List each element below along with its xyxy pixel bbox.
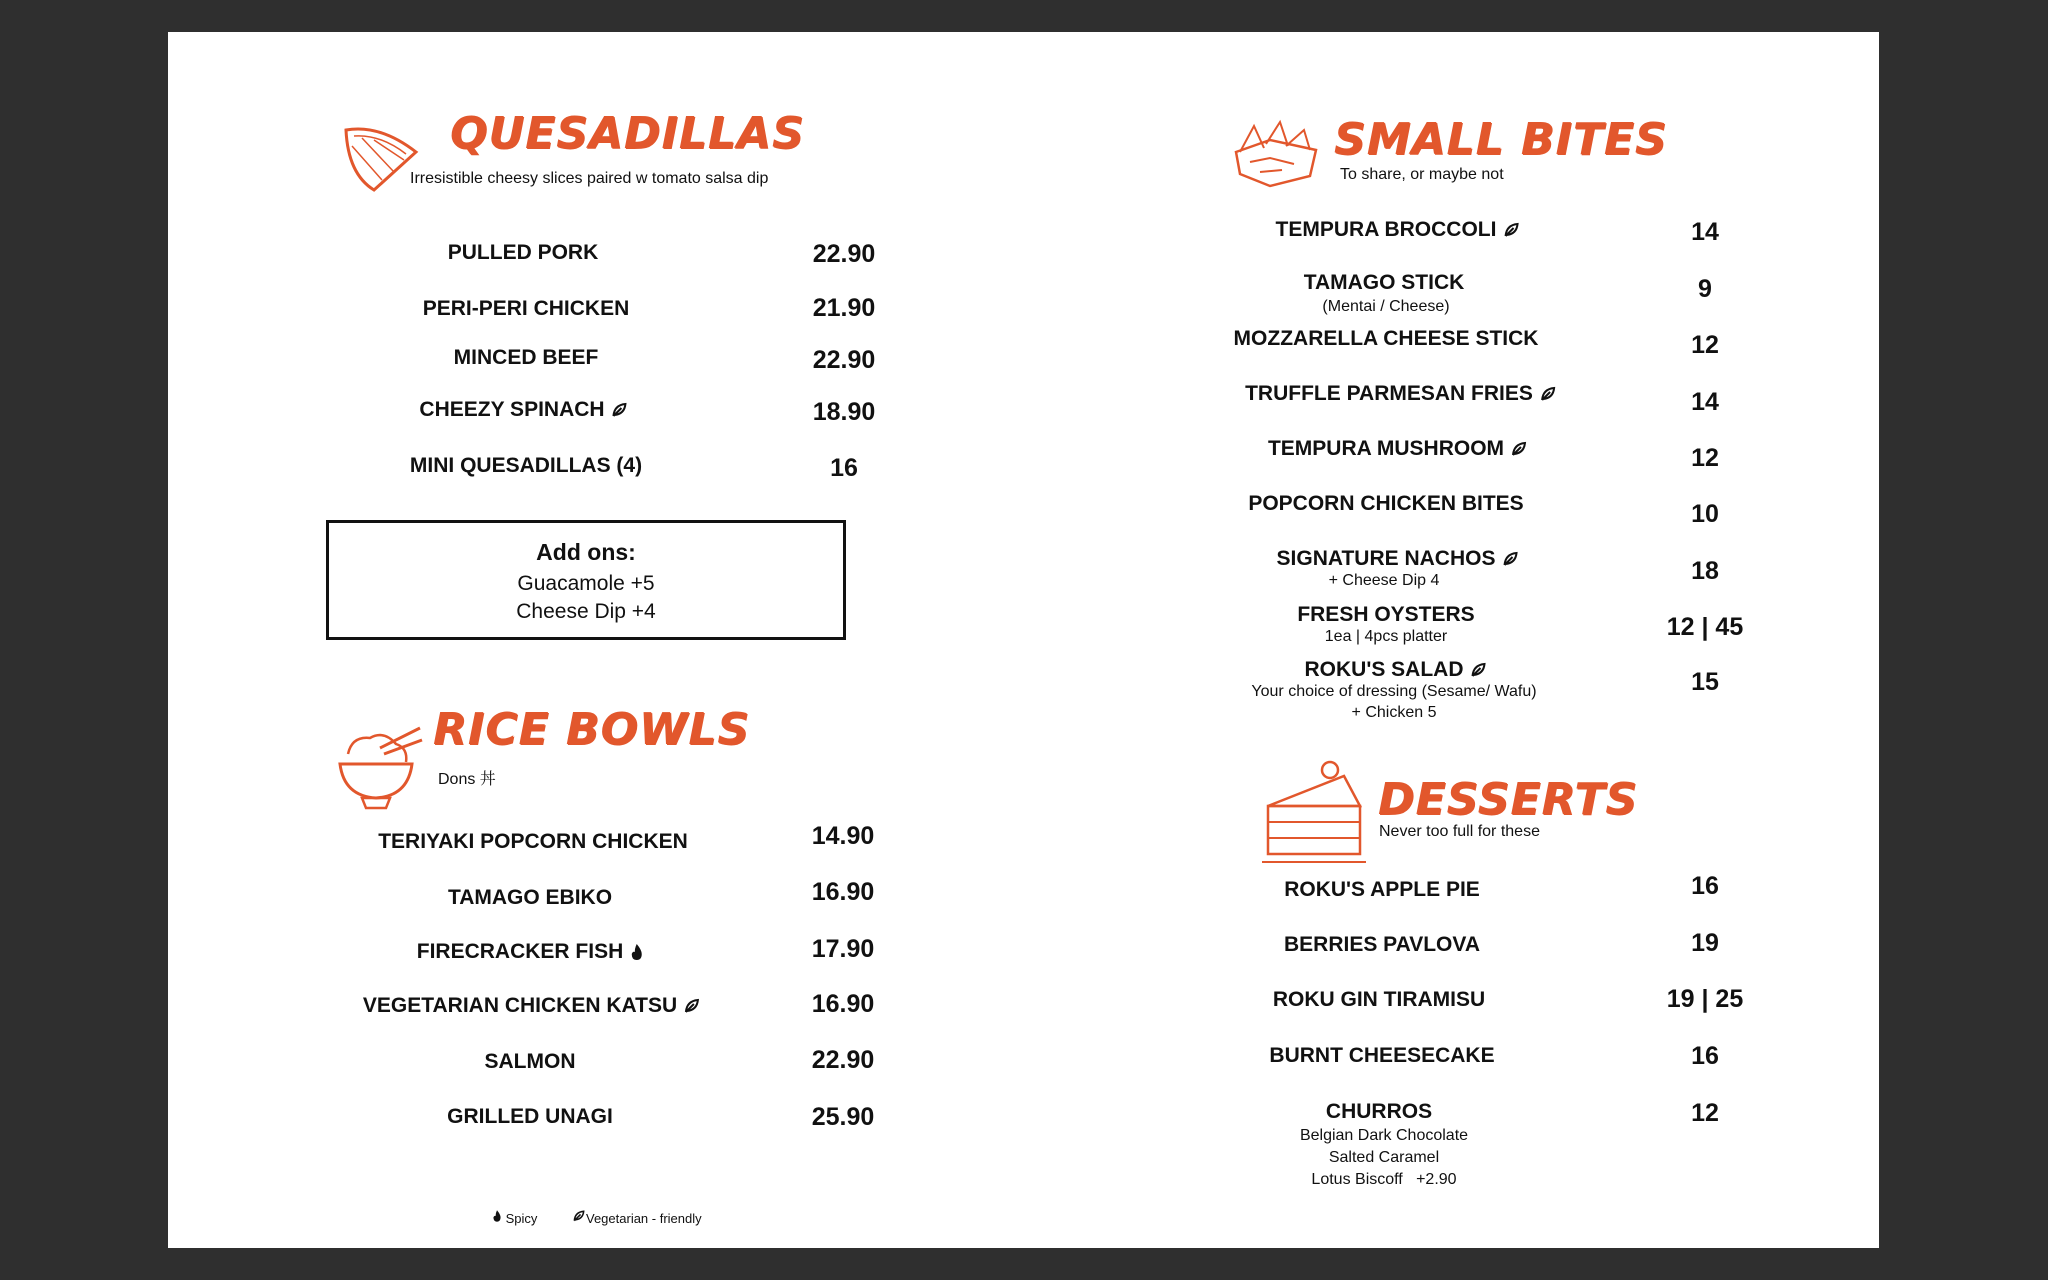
menu-item-name: BERRIES PAVLOVA	[1283, 933, 1481, 956]
menu-item-name: FRESH OYSTERS	[1297, 603, 1475, 626]
menu-item-row	[363, 994, 701, 1018]
legend-vegetarian-label: Vegetarian - friendly	[586, 1211, 702, 1226]
menu-item-name: GRILLED UNAGI	[447, 1105, 613, 1128]
menu-item-row	[1305, 658, 1488, 682]
vegetarian-leaf-icon	[683, 997, 701, 1015]
menu-item-price: 12 | 45	[1666, 613, 1744, 641]
nachos-icon	[1230, 118, 1322, 190]
menu-item-name: TERIYAKI POPCORN CHICKEN	[378, 830, 688, 853]
rice-bowl-icon	[334, 692, 424, 822]
menu-item-price: 16.90	[811, 878, 875, 906]
menu-item-row	[1268, 437, 1528, 461]
menu-item-name: CHEEZY SPINACH	[419, 398, 605, 421]
addons-heading: Add ons:	[536, 539, 636, 565]
menu-item-name: ROKU'S SALAD	[1304, 658, 1464, 681]
legend-spicy	[492, 1209, 537, 1226]
rice-bowls-title: RICE BOWLS	[433, 704, 751, 755]
vegetarian-leaf-icon	[611, 401, 629, 419]
small-bites-subtitle: To share, or maybe not	[1340, 166, 1504, 183]
menu-item-row	[417, 940, 644, 964]
menu-item-note: Your choice of dressing (Sesame/ Wafu)	[1251, 683, 1537, 700]
menu-item-name: TEMPURA MUSHROOM	[1267, 437, 1505, 460]
menu-item-note: Salted Caramel	[1328, 1149, 1440, 1166]
menu-item-name: ROKU GIN TIRAMISU	[1272, 988, 1486, 1011]
menu-item-price: 19	[1691, 929, 1719, 957]
menu-item-row	[1245, 382, 1557, 406]
menu-item-name: CHURROS	[1325, 1100, 1433, 1123]
menu-item-price: 14.90	[811, 822, 875, 850]
menu-item-name: MOZZARELLA CHEESE STICK	[1233, 327, 1539, 350]
menu-item-price: 10	[1691, 500, 1719, 528]
quesadillas-subtitle: Irresistible cheesy slices paired w tomato salsa dip	[410, 170, 769, 187]
menu-item-price: 12	[1691, 1099, 1719, 1127]
menu-item-name: PERI-PERI CHICKEN	[422, 297, 630, 320]
menu-item-price: 12	[1691, 331, 1719, 359]
rice-bowls-subtitle: Dons 丼	[438, 771, 496, 788]
menu-item-name: TRUFFLE PARMESAN FRIES	[1245, 382, 1533, 405]
menu-item-price: 16.90	[811, 990, 875, 1018]
addon-line: Guacamole +5	[517, 572, 655, 595]
vegetarian-leaf-icon	[1539, 385, 1557, 403]
cake-icon	[1260, 754, 1368, 872]
menu-item-name: TAMAGO STICK	[1303, 271, 1465, 294]
menu-item-name: SALMON	[484, 1050, 576, 1073]
menu-item-row	[1277, 547, 1520, 571]
menu-item-name: SIGNATURE NACHOS	[1276, 547, 1496, 570]
vegetarian-leaf-icon	[1502, 221, 1520, 239]
menu-item-note: Lotus Biscoff +2.90	[1311, 1171, 1457, 1188]
spicy-flame-icon	[629, 943, 643, 961]
menu-item-price: 22.90	[812, 240, 876, 268]
menu-item-price: 21.90	[812, 294, 876, 322]
menu-item-price: 12	[1691, 444, 1719, 472]
menu-item-price: 14	[1691, 218, 1719, 246]
menu-item-name: TAMAGO EBIKO	[447, 886, 613, 909]
menu-item-price: 15	[1691, 668, 1719, 696]
quesadillas-title: QUESADILLAS	[450, 108, 805, 159]
menu-item-price: 17.90	[811, 935, 875, 963]
menu-item-price: 19 | 25	[1666, 985, 1744, 1013]
menu-item-note: + Chicken 5	[1351, 704, 1437, 721]
menu-item-price: 18	[1691, 557, 1719, 585]
menu-item-note: 1ea | 4pcs platter	[1324, 628, 1448, 645]
menu-item-price: 18.90	[812, 398, 876, 426]
menu-item-name: FIRECRACKER FISH	[416, 940, 624, 963]
menu-page	[168, 32, 1879, 1248]
menu-item-name: MINI QUESADILLAS (4)	[409, 454, 643, 477]
menu-item-note: + Cheese Dip 4	[1328, 572, 1440, 589]
menu-item-row	[419, 398, 628, 422]
menu-item-name: MINCED BEEF	[453, 346, 599, 369]
legend-spicy-label: Spicy	[505, 1211, 538, 1226]
menu-item-price: 22.90	[811, 1046, 875, 1074]
vegetarian-leaf-icon	[1470, 661, 1488, 679]
menu-item-name: VEGETARIAN CHICKEN KATSU	[362, 994, 678, 1017]
spicy-flame-icon	[492, 1209, 502, 1223]
menu-item-price: 9	[1698, 275, 1712, 303]
menu-item-name: POPCORN CHICKEN BITES	[1248, 492, 1524, 515]
menu-item-price: 16	[1691, 872, 1719, 900]
menu-item-note: (Mentai / Cheese)	[1322, 298, 1450, 315]
addons-box	[326, 520, 846, 640]
menu-item-price: 16	[1691, 1042, 1719, 1070]
menu-item-price: 14	[1691, 388, 1719, 416]
desserts-subtitle: Never too full for these	[1379, 823, 1540, 840]
menu-item-name: PULLED PORK	[447, 241, 599, 264]
menu-item-name: TEMPURA BROCCOLI	[1275, 218, 1497, 241]
addon-line: Cheese Dip +4	[516, 600, 656, 623]
desserts-title: DESSERTS	[1378, 774, 1639, 825]
small-bites-title: SMALL BITES	[1334, 114, 1668, 165]
legend-vegetarian	[572, 1209, 702, 1226]
menu-item-price: 22.90	[812, 346, 876, 374]
vegetarian-leaf-icon	[572, 1209, 586, 1223]
menu-item-note: Belgian Dark Chocolate	[1299, 1127, 1469, 1144]
menu-item-row	[1276, 218, 1521, 242]
vegetarian-leaf-icon	[1510, 440, 1528, 458]
menu-item-price: 16	[830, 454, 858, 482]
vegetarian-leaf-icon	[1501, 550, 1519, 568]
menu-item-name: ROKU'S APPLE PIE	[1284, 878, 1480, 901]
menu-item-name: BURNT CHEESECAKE	[1269, 1044, 1495, 1067]
menu-item-price: 25.90	[811, 1103, 875, 1131]
